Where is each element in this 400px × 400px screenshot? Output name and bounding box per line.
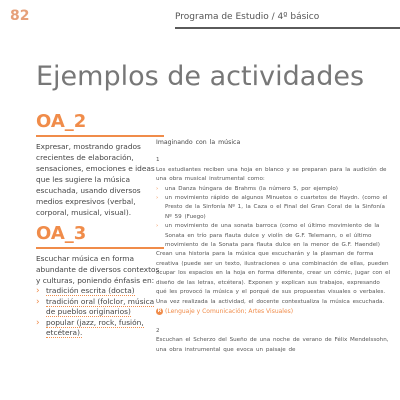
page-title: Ejemplos de actividades: [36, 61, 365, 92]
arrow-icon: ›: [36, 286, 40, 296]
header-rule: [175, 27, 400, 29]
oa2-label: OA_2: [36, 111, 87, 132]
oa2-rule: [36, 135, 164, 137]
running-header: Programa de Estudio / 4º básico: [175, 12, 320, 22]
arrow-icon: ›: [36, 296, 40, 307]
oa3-label: OA_3: [36, 223, 87, 244]
oa3-bullet-1: › tradición escrita (docta): [36, 286, 135, 296]
oa3-bullet-3: › popular (jazz, rock, fusión, etcétera).: [36, 317, 144, 338]
oa3-intro: Escuchar música en forma abundante de diversos contextos y culturas, poniendo énfasis en:: [36, 254, 160, 285]
work-item-3: › un movimiento de una sonata barroca (como el último movimiento de la Sonata en trío para flauta dulce y violín de G.F. Telemann, o el último movimiento de la Sonata para flauta dulce en la menor de G.F. Haendel): [156, 223, 380, 249]
work-item-2: › un movimiento rápido de algunos Minuetos o cuartetos de Haydn. (como el Presto de la Sinfonía Nº 1, la Caza o el Final del Gran Coral de la Sinfonía Nº 59 (Fuego): [156, 195, 388, 220]
activity-heading: Imaginando con la música: [156, 139, 241, 146]
oa3-block: [36, 224, 164, 339]
arrow-icon: ›: [36, 317, 40, 328]
oa3-bullet-2: › tradición oral (folclor, música de pueblos originarios): [36, 296, 155, 317]
arrow-icon: ›: [156, 185, 159, 192]
oa3-rule: [36, 247, 164, 249]
work-item-1: › una Danza húngara de Brahms (la número 5, por ejemplo): [156, 185, 392, 194]
oa2-text: Expresar, mostrando grados crecientes de elaboración, sensaciones, emociones e ideas que les sugiere la música escuchada, usando diversos medios expresivos (verbal, corporal, musical, visual).: [36, 142, 155, 217]
oa2-block: [36, 112, 164, 218]
activity-column: [156, 138, 392, 355]
reference-icon: R: [157, 307, 162, 314]
page-number: 82: [10, 8, 30, 24]
arrow-icon: ›: [156, 223, 159, 230]
activity-number-1: 1: [156, 157, 160, 164]
arrow-icon: ›: [156, 195, 159, 202]
activity-1-intro: Los estudiantes reciben una hoja en blanco y se preparan para la audición de una obra musical instrumental como:: [156, 166, 387, 183]
activity-number-2: 2: [156, 327, 160, 334]
activity-2-intro: Escuchan el Scherzo del Sueño de una noche de verano de Félix Mendelssohn, una obra instrumental que evoca un paisaje de: [156, 337, 389, 353]
activity-1-body: Crean una historia para la música que escucharán y la plasman de forma creativa (puede ser un texto, ilustraciones o una combinación de ellas, pueden ocupar los espacios en la hoja en forma diferente, crear un cómic, jugar con el diseño de las letras, etcétera). Exponen y explican sus trabajos, expresando qué les provocó la música y el porqué de sus propuestas visuales o verbales. Una vez realizada la actividad, el docente contextualiza la música escuchada.: [156, 251, 391, 305]
cross-reference: R (Lenguaje y Comunicación; Artes Visuales): [157, 307, 294, 315]
